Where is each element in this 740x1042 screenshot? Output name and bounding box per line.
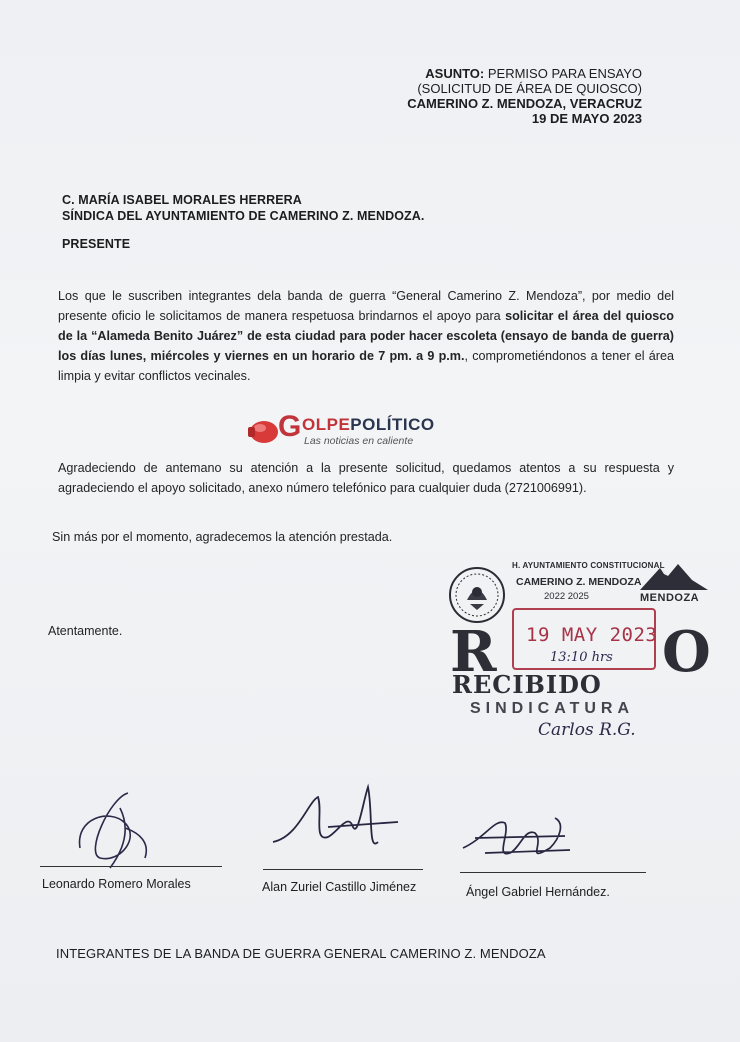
stamp-receiver-signature: Carlos R.G.	[538, 720, 636, 740]
signature-line-2	[263, 869, 423, 870]
signatory-name-1: Leonardo Romero Morales	[42, 877, 191, 891]
stamp-logo-text: MENDOZA	[640, 592, 700, 604]
stamp-time: 13:10 hrs	[550, 650, 613, 665]
stamp-line1: H. AYUNTAMIENTO CONSTITUCIONAL	[512, 561, 665, 570]
watermark-brand-b: POLÍTICO	[350, 415, 435, 434]
stamp-received: RECIBIDO	[452, 670, 602, 699]
footer-group: INTEGRANTES DE LA BANDA DE GUERRA GENERAL CAMERINO Z. MENDOZA	[56, 946, 546, 961]
received-stamp	[440, 558, 720, 748]
subject-block	[407, 66, 642, 126]
boxing-glove-icon	[246, 417, 280, 447]
seal-icon	[448, 566, 506, 624]
greeting: PRESENTE	[62, 237, 131, 251]
place-line: CAMERINO Z. MENDOZA, VERACRUZ	[407, 96, 642, 111]
watermark-brand-a: OLPE	[302, 415, 351, 434]
stamp-date: 19 MAY 2023	[526, 624, 658, 646]
mountain-logo-icon	[638, 560, 710, 596]
watermark-g: G	[278, 410, 302, 443]
signature-line-3	[460, 872, 646, 873]
watermark-logo	[246, 410, 446, 450]
addressee-name: C. MARÍA ISABEL MORALES HERRERA	[62, 193, 302, 207]
addressee-block	[62, 192, 424, 224]
paragraph-request-end: , comprometiéndonos a tener el área limpia y evitar conflictos vecinales.	[58, 349, 674, 383]
signature-1	[70, 788, 170, 874]
paragraph-closing: Sin más por el momento, agradecemos la atención prestada.	[52, 530, 393, 544]
paragraph-request-intro: Los que le suscriben integrantes dela banda de guerra “General Camerino Z. Mendoza”, por medio del presente oficio le solicitamos de manera respetuosa brindarnos el apoyo para	[58, 289, 674, 323]
watermark-tagline: Las noticias en caliente	[304, 435, 414, 447]
addressee-title: SÍNDICA DEL AYUNTAMIENTO DE CAMERINO Z. MENDOZA.	[62, 209, 425, 223]
paragraph-request	[58, 286, 674, 386]
paragraph-request-bold: solicitar el área del quiosco de la “Alameda Benito Juárez” de esta ciudad para poder hacer escoleta (ensayo de banda de guerra) los días lunes, miércoles y viernes en un horario de 7 pm. a 9 p.m.	[58, 309, 674, 363]
stamp-line2: CAMERINO Z. MENDOZA	[516, 576, 642, 588]
date-line: 19 DE MAYO 2023	[531, 111, 642, 126]
subject-value: PERMISO PARA ENSAYO	[487, 66, 642, 81]
subject-line	[407, 66, 642, 81]
stamp-dept: SINDICATURA	[470, 700, 635, 717]
subject-detail: (SOLICITUD DE ÁREA DE QUIOSCO)	[417, 81, 642, 96]
stamp-received-r: R	[450, 619, 497, 685]
signature-2	[268, 782, 408, 862]
closing-word: Atentamente.	[48, 624, 123, 638]
watermark-brand	[302, 415, 435, 435]
stamp-received-o: O	[662, 619, 711, 685]
signature-3	[455, 808, 585, 876]
paragraph-thanks: Agradeciendo de antemano su atención a la presente solicitud, quedamos atentos a su respuesta y agradeciendo el apoyo solicitado, anexo número telefónico para cualquier duda (2721006991).	[58, 461, 674, 495]
signature-line-1	[40, 866, 222, 867]
signatory-name-3: Ángel Gabriel Hernández.	[466, 885, 610, 899]
signatory-name-2: Alan Zuriel Castillo Jiménez	[262, 880, 417, 894]
stamp-years: 2022 2025	[544, 591, 589, 602]
subject-label: ASUNTO:	[425, 66, 485, 81]
